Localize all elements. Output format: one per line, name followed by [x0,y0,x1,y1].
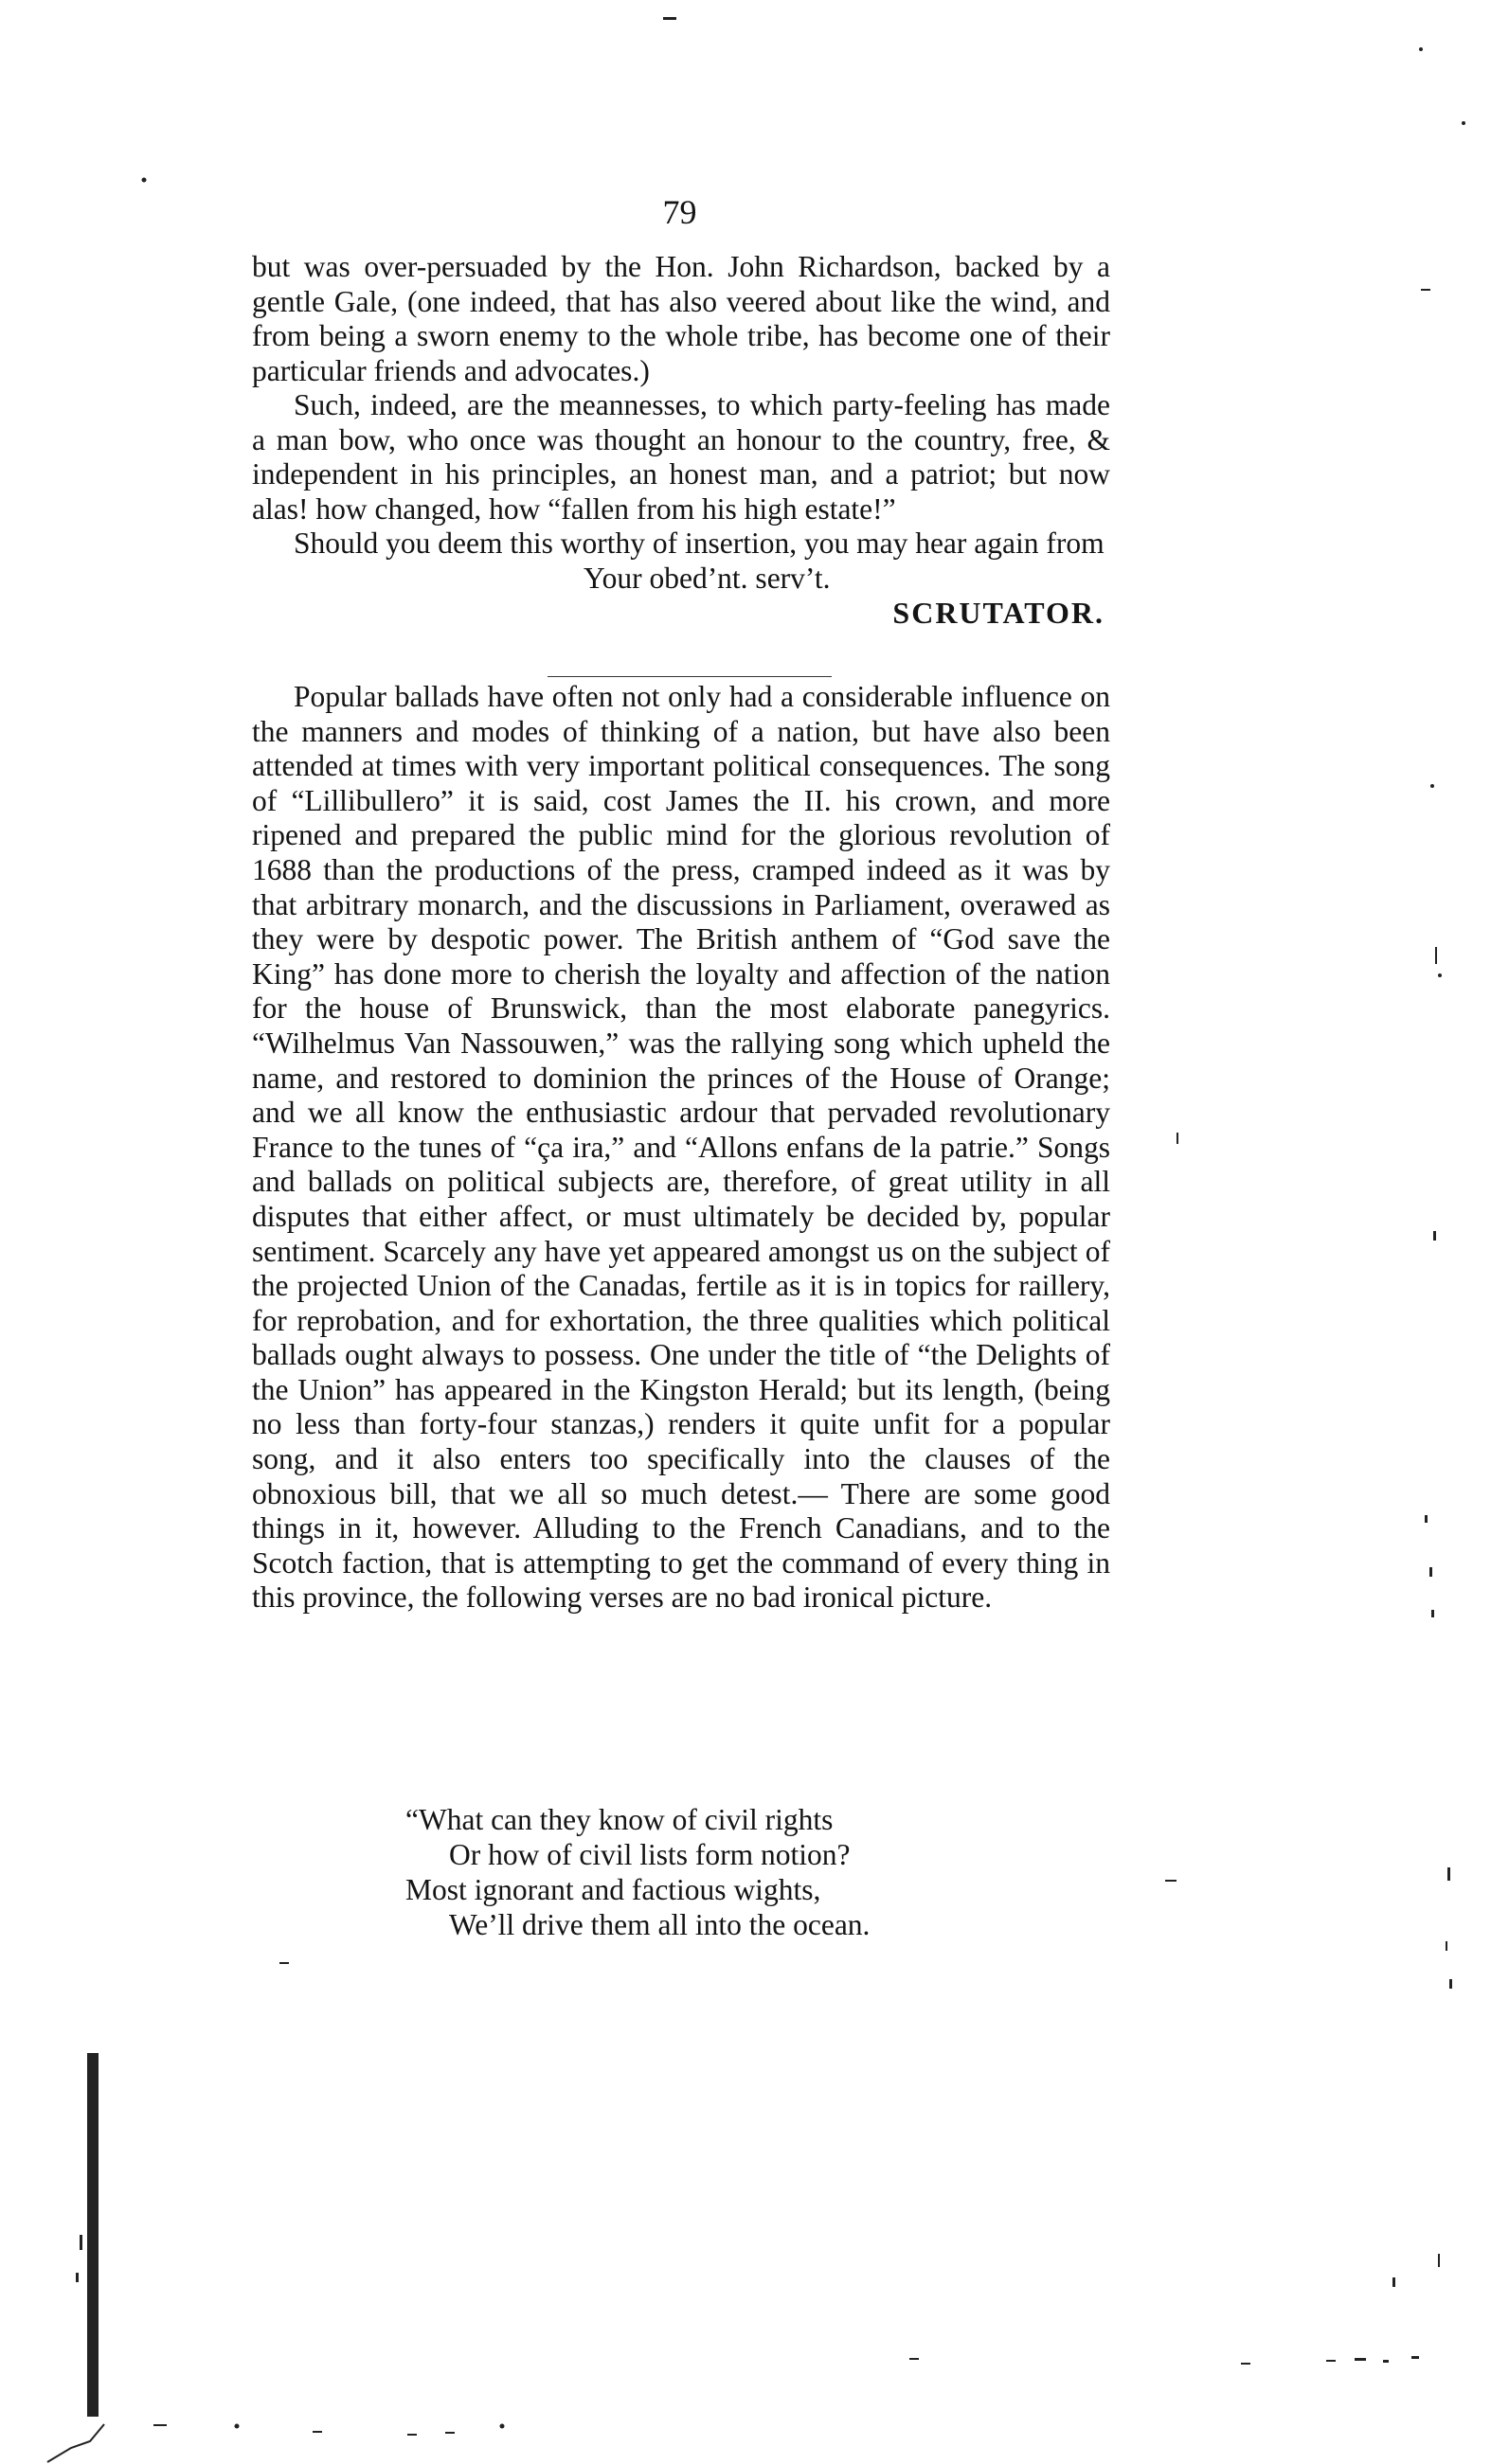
paragraph: Popular ballads have often not only had a considerable influence on the manners and modes of thinking of a nation, but have also been attended at times with very important political consequences. The song of “Lillibullero” it is said, cost James the II. his crown, and more ripened and prepared the public mind for the glorious revolution of 1688 than the productions of the press, cramped indeed as it was by that arbitrary monarch, and the discussions in Parliament, overawed as they were by despotic power. The British anthem of “God save the King” has done more to cherish the loyalty and affection of the nation for the house of Brunswick, than the most elaborate panegyrics. “Wilhelmus Van Nassouwen,” was the rallying song which upheld the name, and restored to dominion the princes of the House of Orange; and we all know the enthusiastic ardour that pervaded revolutionary France to the tunes of “ça ira,” and “Allons enfans de la patrie.” Songs and ballads on political subjects are, therefore, of great utility in all disputes that either affect, or must ultimately be decided by, popular sentiment. Scarcely any have yet appeared amongst us on the subject of the projected Union of the Canadas, fertile as it is in topics for raillery, for reprobation, and for exhortation, the three qualities which political ballads ought always to possess. One under the title of “the Delights of the Union” has appeared in the Kingston Herald; but its length, (being no less than forty-four stanzas,) renders it quite unfit for a popular song, and it also enters too specifically into the clauses of the obnoxious bill, that we all so much detest.— There are some good things in it, however. Alluding to the French Canadians, and to the Scotch faction, that is attempting to get the command of every thing in this province, the following verses are no bad ironical picture. [252,680,1110,1615]
verse-line: “What can they know of civil rights [405,1803,834,1836]
page-number: 79 [662,193,697,231]
verse-line: We’ll drive them all into the ocean. [449,1908,871,1941]
letter-conclusion [252,250,1110,631]
verse-quote [405,1802,870,1942]
paragraph: Such, indeed, are the meannesses, to which party-feeling has made a man bow, who once was thought an honour to the country, free, & independent in his principles, an honest man, and a patriot; but now alas! how changed, how “fallen from his high estate!” [252,388,1110,526]
verse-line: Most ignorant and factious wights, [405,1873,821,1906]
paragraph-continued: but was over-persuaded by the Hon. John Richardson, backed by a gentle Gale, (one indeed, that has also veered about like the wind, and from being a sworn enemy to the whole tribe, has become one of their particular friends and advocates.) [252,250,1110,387]
closing-line [252,562,1110,597]
verse-line: Or how of civil lists form notion? [449,1838,851,1871]
closing-salutation: Your obed’nt. serv’t. [584,561,831,595]
signature: SCRUTATOR. [892,596,1105,630]
article-body [252,680,1110,1616]
section-divider [548,676,832,677]
paragraph: Should you deem this worthy of insertion, you may hear again from [294,527,1105,560]
